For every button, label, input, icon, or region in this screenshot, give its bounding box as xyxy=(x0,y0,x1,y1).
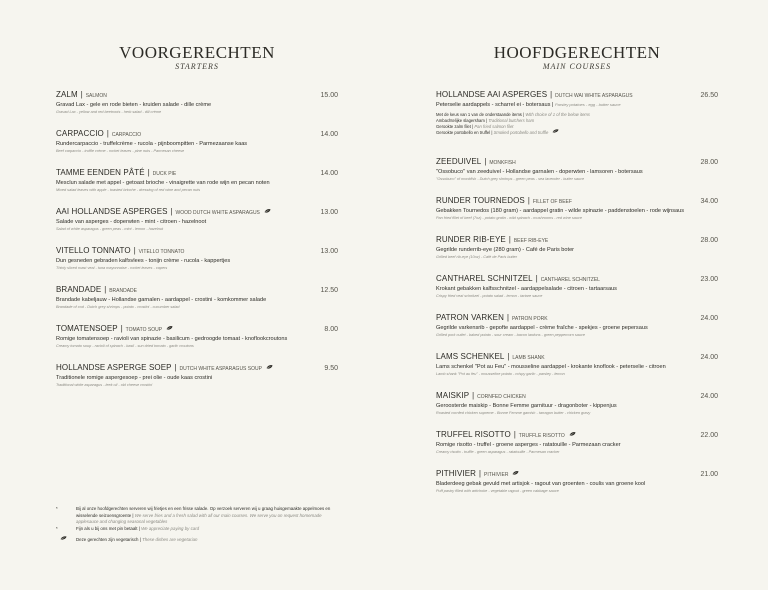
dish-name: ZEEDUIVEL xyxy=(436,156,482,167)
leaf-icon xyxy=(60,536,67,540)
dish-name-english: FILLET OF BEEF xyxy=(532,198,572,206)
dish-name-english: MONKFISH xyxy=(489,159,516,167)
footnote xyxy=(56,506,338,526)
dish-price: 22.00 xyxy=(700,431,718,440)
menu-item xyxy=(436,352,718,377)
dish-description-english: Creamy tomato soup - ravioli of spinach - basil - sun dried tomato - garlic croutons xyxy=(56,344,194,348)
dish-name: ZALM xyxy=(56,89,78,100)
menu-item-heading xyxy=(436,313,718,325)
dish-price: 8.00 xyxy=(324,325,338,334)
dish-price: 24.00 xyxy=(700,314,718,323)
dish-price: 24.00 xyxy=(700,392,718,401)
dish-price: 12.50 xyxy=(320,286,338,295)
dish-name-english: DUCK PIE xyxy=(152,170,177,178)
divider: | xyxy=(470,124,475,129)
divider: | xyxy=(120,323,123,334)
dish-name: TOMATENSOEP xyxy=(56,323,118,334)
divider: | xyxy=(147,167,150,178)
leaf-icon xyxy=(266,365,273,369)
option-text: Gerookte portobello en truffel xyxy=(436,130,491,135)
menu-item-heading xyxy=(436,469,718,481)
dish-price: 13.00 xyxy=(320,208,338,217)
footnote-dutch: Bij al onze hoofdgerechten serveren wij frietjes en een frisse salade. Op verzoek serveren wij u graag huisgemaakte appelmoes en wisselende seizoensgroente xyxy=(76,506,331,518)
dish-description-english: Creamy risotto - truffle - green asparagus - ratatouille - Parmesan cracker xyxy=(436,450,560,454)
menu-item xyxy=(56,168,338,193)
divider: | xyxy=(472,390,475,401)
divider: | xyxy=(484,118,489,123)
divider: | xyxy=(106,128,109,139)
menu-item-heading xyxy=(436,352,718,364)
dish-description: Gebakken Tournedos (180 gram) - aardappel gratin - wilde spinazie - paddenstoelen - rode wijnsaus xyxy=(436,208,685,214)
divider: | xyxy=(527,195,530,206)
mains-header xyxy=(436,44,718,72)
divider: | xyxy=(138,537,143,543)
option-text: Met de keus van 1 van de onderstaande items xyxy=(436,112,522,117)
menu-item-heading xyxy=(56,246,338,258)
menu-item-heading xyxy=(436,90,718,102)
menu-item xyxy=(436,469,718,494)
dish-name-english: PATRON PORK xyxy=(511,315,548,323)
dish-name-english: CANTHAREL SCHNITZEL xyxy=(540,276,600,284)
divider: | xyxy=(80,89,83,100)
menu-item xyxy=(436,157,718,182)
dish-name-english: DUTCH WHITE ASPARAGUS SOUP xyxy=(179,365,262,373)
menu-item xyxy=(436,430,718,455)
dish-name: LAMS SCHENKEL xyxy=(436,351,505,362)
divider: | xyxy=(137,525,142,531)
footnote xyxy=(56,537,338,544)
dish-description-english: Pan fried fillet of beef (7oz) - potato gratin - wild spinach - mushrooms - red wine sauce xyxy=(436,216,583,220)
dish-name-english: TOMATO SOUP xyxy=(125,326,163,334)
dish-description: Bladerdeeg gebak gevuld met artisjok - ragout van groenten - coulis van groene kool xyxy=(436,481,646,487)
dish-price: 34.00 xyxy=(700,197,718,206)
divider: | xyxy=(174,362,177,373)
dish-description: Mesclun salade met appel - getoast brioche - vinaigrette van rode wijn en pecan noten xyxy=(56,180,270,186)
dish-name-english: TRUFFLE RISOTTO xyxy=(518,432,565,440)
dish-name: VITELLO TONNATO xyxy=(56,245,131,256)
dish-name: CANTHAREL SCHNITZEL xyxy=(436,273,533,284)
leaf-icon xyxy=(166,326,173,330)
menu-item xyxy=(56,363,338,388)
dish-description: Romige risotto - truffel - groene asperges - ratatouille - Parmezaan cracker xyxy=(436,442,621,448)
footnote-marker: * xyxy=(56,506,58,511)
dish-name-english: VITELLO TONNATO xyxy=(138,248,185,256)
dish-description: Krokant gebakken kalfsschnitzel - aardappelsalade - citroen - tartaarsaus xyxy=(436,286,617,292)
dish-price: 26.50 xyxy=(700,91,718,100)
dish-description xyxy=(436,101,718,109)
divider: | xyxy=(479,468,481,479)
dish-name: PATRON VARKEN xyxy=(436,312,504,323)
menu-item xyxy=(436,391,718,416)
dish-description-english: Beef carpaccio - truffle crème - rocket leaves - pine nuts - Parmesan cheese xyxy=(56,149,185,153)
divider: | xyxy=(535,273,538,284)
dish-description: Gegrilde runderrib-eye (280 gram) - Café de Paris boter xyxy=(436,247,575,253)
menu-item xyxy=(56,207,338,232)
dish-name-english: SALMON xyxy=(85,92,107,100)
leaf-icon xyxy=(264,209,271,213)
leaf-icon xyxy=(552,129,559,133)
footnote-text xyxy=(76,506,338,526)
menu-item xyxy=(436,235,718,260)
menu-item-heading xyxy=(56,129,338,141)
dish-description: "Ossobuco" van zeeduivel - Hollandse garnalen - doperwten - lamsoren - botersaus xyxy=(436,169,643,175)
option-text-english: Traditional butchers ham xyxy=(488,118,535,123)
dish-name: AAI HOLLANDSE ASPERGES xyxy=(56,206,168,217)
option-text-english: Smoked portobello and truffle xyxy=(493,130,549,135)
dish-name: HOLLANDSE ASPERGE SOEP xyxy=(56,362,172,373)
dish-price: 15.00 xyxy=(320,91,338,100)
menu-item-heading xyxy=(436,157,718,169)
starters-subtitle: STARTERS xyxy=(175,62,219,71)
dish-name-english: LAMB SHANK xyxy=(512,354,545,362)
divider: | xyxy=(104,284,107,295)
dish-name: CARPACCIO xyxy=(56,128,104,139)
menu-footnotes xyxy=(56,506,338,544)
menu-item xyxy=(436,313,718,338)
menu-item xyxy=(56,324,338,349)
dish-name-english: BEEF RIB-EYE xyxy=(513,237,549,245)
footnote-text xyxy=(76,526,199,533)
divider: | xyxy=(484,156,487,167)
option-text-english: With choice of 1 of the below items xyxy=(525,112,590,117)
footnote-text xyxy=(76,537,197,544)
dish-name: TAMME EENDEN PÂTÉ xyxy=(56,167,145,178)
footnote-marker xyxy=(56,537,76,544)
divider: | xyxy=(508,234,511,245)
footnote-english: These dishes are vegetarian xyxy=(142,537,198,543)
divider: | xyxy=(521,112,526,117)
dish-description: Geroosterde maiskip - Bonne Femme garnituur - dragonboter - kippenjus xyxy=(436,403,617,409)
footnote xyxy=(56,526,338,533)
option-text: Ambachtelijke slagersham xyxy=(436,118,485,123)
dish-description-english: Thinly sliced roast veal - tuna mayonnaise - rocket leaves - capers xyxy=(56,266,168,270)
dish-description: Salade van asperges - doperwten - mint - citroen - hazelnoot xyxy=(56,219,207,225)
menu-item-heading xyxy=(56,168,338,180)
dish-name: PITHIVIER xyxy=(436,468,477,479)
option-line xyxy=(436,130,718,136)
dish-description: Gravad Lax - gele en rode bieten - kruiden salade - dille crème xyxy=(56,102,212,108)
dish-description-english: Crispy fried veal schnitzel - potato salad - lemon - tartare sauce xyxy=(436,294,543,298)
dish-description: Rundercarpaccio - truffelcrème - rucola - pijnboompitten - Parmezaanse kaas xyxy=(56,141,248,147)
dish-description: Romige tomatensoep - ravioli van spinazie - basilicum - gedroogde tomaat - knoflookcroutons xyxy=(56,336,288,342)
dish-name: RUNDER RIB-EYE xyxy=(436,234,506,245)
menu-item xyxy=(56,246,338,271)
menu-item-heading xyxy=(56,90,338,102)
menu-item-heading xyxy=(436,196,718,208)
dish-price: 13.00 xyxy=(320,247,338,256)
option-text: Gerookte zalm filet xyxy=(436,124,471,129)
dish-description-english: Gravad Lax - yellow and red beetroots - herb salad - dill crème xyxy=(56,110,162,114)
divider: | xyxy=(550,89,553,100)
divider: | xyxy=(170,206,173,217)
dish-description-english: Parsley potatoes - egg - butter sauce xyxy=(554,102,621,107)
divider: | xyxy=(506,312,509,323)
menu-item xyxy=(56,285,338,310)
dish-description-text: Peterselie aardappels - scharrel ei - botersaus xyxy=(436,102,551,108)
dish-description: Lams schenkel "Pot au Feu" - mousseline aardappel - krokante knoflook - peterselie - citroen xyxy=(436,364,666,370)
footnote-dutch: Fijn als u bij ons met pin betaalt xyxy=(76,525,138,531)
mains-column xyxy=(436,43,718,493)
dish-price: 21.00 xyxy=(700,470,718,479)
dish-price: 24.00 xyxy=(700,353,718,362)
dish-description-english: Salad of white asparagus - green peas - mint - lemon - hazelnut xyxy=(56,227,164,231)
dish-name: RUNDER TOURNEDOS xyxy=(436,195,525,206)
menu-item-heading xyxy=(436,274,718,286)
menu-item xyxy=(436,274,718,299)
dish-name-english: BRANDADE xyxy=(109,287,138,295)
dish-name-english: CORNFED CHICKEN xyxy=(477,393,526,401)
dish-description-english: Lamb shank "Pot au feu" - mousseline potato - crispy garlic - parsley - lemon xyxy=(436,372,565,376)
dish-name-english: CARPACCIO xyxy=(111,131,142,139)
dish-name-english: WOOD DUTCH WHITE ASPARAGUS xyxy=(175,209,260,217)
dish-description-english: "Ossobuco" of monkfish - Dutch grey shrimps - green peas - sea lavender - butter sauce xyxy=(436,177,585,181)
menu-item xyxy=(436,196,718,221)
dish-price: 14.00 xyxy=(320,169,338,178)
menu-item xyxy=(436,90,718,136)
mains-title: HOOFDGERECHTEN xyxy=(493,43,661,62)
dish-description-english: Grilled pork cutlet - baked potato - sour cream - bacon lardons - green peppercorn sauce xyxy=(436,333,586,337)
divider: | xyxy=(550,102,555,108)
footnote-english: We serve fries and a fresh salad with all our main courses. We serve you on request homemade applesauce and changing seasonal vegetables xyxy=(76,512,322,525)
divider: | xyxy=(133,245,136,256)
dish-description-english: Roasted cornfed chicken supreme - Bonne Femme garnish - tarragon butter - chicken gravy xyxy=(436,411,591,415)
dish-price: 14.00 xyxy=(320,130,338,139)
starters-title: VOORGERECHTEN xyxy=(119,43,275,62)
option-text-english: Pan fried salmon filet xyxy=(474,124,514,129)
menu-item-heading xyxy=(56,207,338,219)
divider: | xyxy=(507,351,510,362)
divider: | xyxy=(131,512,135,518)
dish-description-english: Mixed salad leaves with apple - toasted brioche - dressing of red wine and pecan nuts xyxy=(56,188,201,192)
dish-price: 9.50 xyxy=(324,364,338,373)
starters-column xyxy=(56,43,338,387)
menu-item-heading xyxy=(56,324,338,336)
dish-price: 23.00 xyxy=(700,275,718,284)
dish-price: 28.00 xyxy=(700,158,718,167)
menu-item-heading xyxy=(436,430,718,442)
dish-description-english: Brandade of cod - Dutch grey shrimps - potato - crostini - cucumber salad xyxy=(56,305,180,309)
menu-item xyxy=(56,129,338,154)
dish-description-english: Puff pastry filled with artichoke - vegetable ragout - green cabbage sauce xyxy=(436,489,559,493)
footnote-marker: * xyxy=(56,525,58,531)
dish-name: BRANDADE xyxy=(56,284,102,295)
dish-description: Gegrilde varkensrib - gepofte aardappel - crème fraîche - spekjes - groene pepersaus xyxy=(436,325,648,331)
dish-description-english: Traditional white asparagus - leek oil - old cheese crostini xyxy=(56,383,153,387)
dish-name: HOLLANDSE AAI ASPERGES xyxy=(436,89,548,100)
dish-name: MAISKIP xyxy=(436,390,470,401)
footnote-dutch: Deze gerechten zijn vegetarisch xyxy=(76,537,139,543)
menu-item-heading xyxy=(56,363,338,375)
starters-header xyxy=(56,44,338,72)
mains-subtitle: MAIN COURSES xyxy=(542,62,612,71)
dish-description: Dun gesneden gebraden kalfsvlees - tonijn crème - rucola - kappertjes xyxy=(56,258,231,264)
leaf-icon xyxy=(569,432,576,436)
dish-name-english: DUTCH WAI WHITE ASPARAGUS xyxy=(555,92,633,100)
menu-item-heading xyxy=(56,285,338,297)
footnote-english: We appreciate paying by card xyxy=(141,525,200,531)
divider: | xyxy=(490,130,494,135)
menu-item-heading xyxy=(436,391,718,403)
dish-name-english: PITHIVIER xyxy=(483,471,509,479)
dish-options xyxy=(436,112,718,136)
dish-name: TRUFFEL RISOTTO xyxy=(436,429,511,440)
dish-description: Brandade kabeljauw - Hollandse garnalen - aardappel - crostini - komkommer salade xyxy=(56,297,267,303)
menu-item-heading xyxy=(436,235,718,247)
divider: | xyxy=(513,429,516,440)
leaf-icon xyxy=(512,471,519,475)
dish-price: 28.00 xyxy=(700,236,718,245)
menu-item xyxy=(56,90,338,115)
dish-description: Traditionele romige aspergesoep - prei olie - oude kaas crostini xyxy=(56,375,213,381)
dish-description-english: Grilled beef rib-eye (10oz) - Café de Paris butter xyxy=(436,255,518,259)
